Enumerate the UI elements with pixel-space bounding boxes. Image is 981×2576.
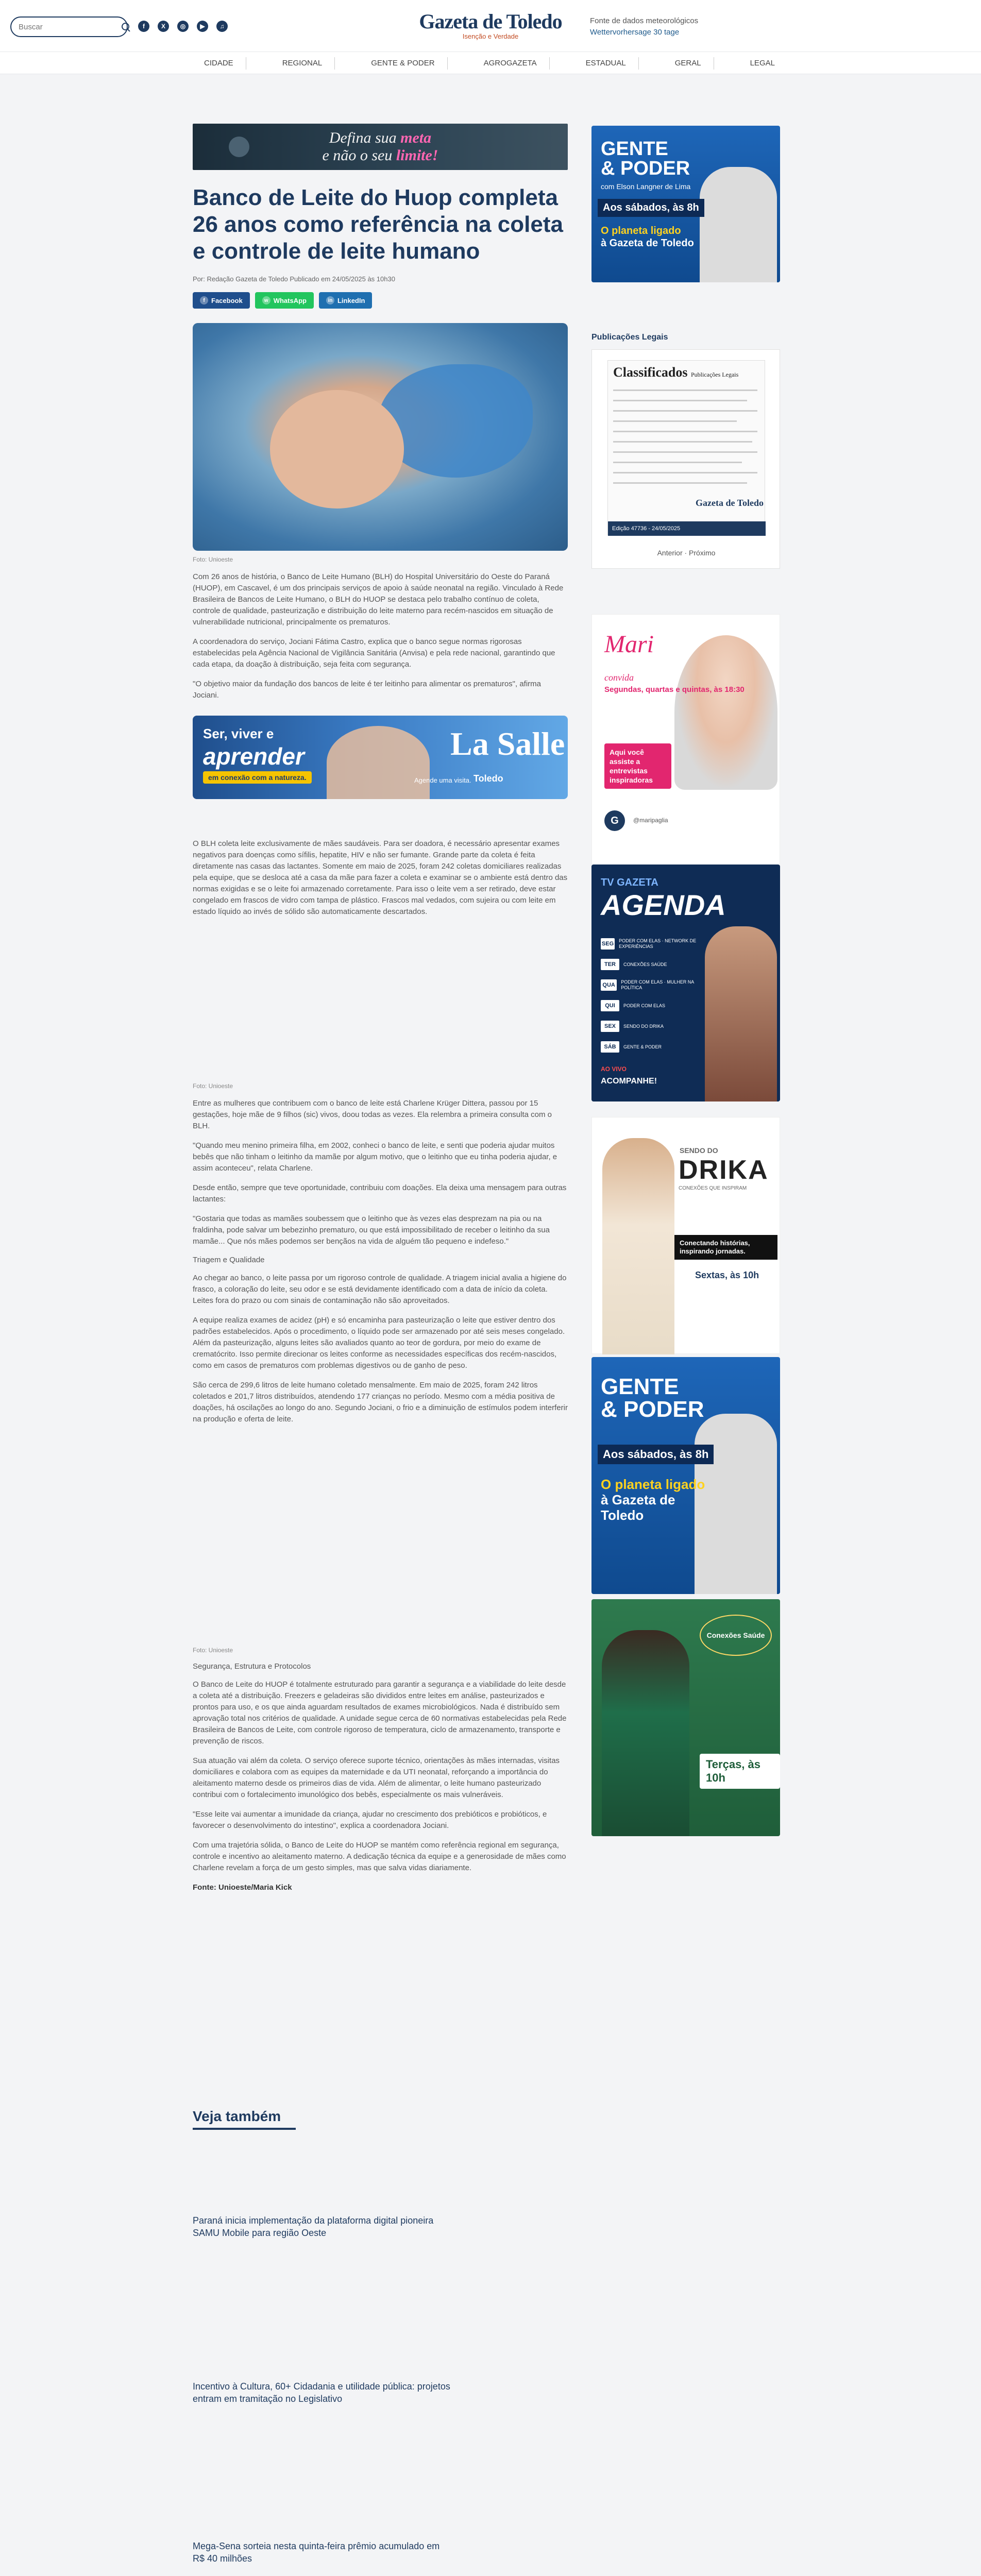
weather-source: Fonte de dados meteorológicos [590, 16, 699, 25]
whatsapp-icon: w [262, 296, 270, 304]
nav-legal[interactable]: LEGAL [750, 59, 775, 67]
article-paragraph: Ao chegar ao banco, o leite passa por um rigoroso controle de qualidade. A triagem inicial avalia a higiene do frasco, a coloração do leite, seu odor e se está devidamente identificado com a data de início da coleta. Leites fora do prazo ou com sinais de contaminação não são aproveitados. [193, 1274, 567, 1305]
article-paragraph: Com uma trajetória sólida, o Banco de Leite do HUOP se mantém como referência regional em segurança, controle e incentivo ao aleitamento materno. A dedicação técnica da equipe e a generosidade de mães como Charlene revelam a força de um gesto simples, mas que salva vidas diariamente. [193, 1841, 566, 1872]
article-paragraph: Sua atuação vai além da coleta. O serviço oferece suporte técnico, orientações às mães internadas, visitas domiciliares e colabora com as equipes da maternidade e da UTI neonatal, reforçando a importância do aleitamento materno desde os primeiros dias de vida. Além de alimentar, o leite humano pasteurizado contribui com o fortalecimento imunológico dos bebês, especialmente os mais vulneráveis. [193, 1756, 560, 1799]
presenter-photo [705, 926, 777, 1101]
nav-estadual[interactable]: ESTADUAL [573, 57, 639, 70]
search-box[interactable] [10, 16, 128, 37]
search-input[interactable] [19, 23, 121, 31]
article-paragraph: Desde então, sempre que teve oportunidade, contribuiu com doações. Ela deixa uma mensagem para outras lactantes: [193, 1183, 567, 1204]
article-column [193, 124, 568, 1893]
presenter-photo [695, 1414, 777, 1594]
facebook-icon: f [200, 296, 208, 304]
article-paragraph: O Banco de Leite do HUOP é totalmente estruturado para garantir a segurança e a viabilidade do leite desde a coleta até a distribuição. Freezers e geladeiras são divididos entre leites em análise, pasteurizados e prontos para uso, e os que ainda aguardam resultados de exames microbiológicos. Nada é distribuído sem aprovação total nos critérios de qualidade. A unidade segue cerca de 60 normativas estabelecidas pela Rede Brasileira de Bancos de Leite, com controle rigoroso de temperatura, ciclo de armazenamento, transporte e prevenção de riscos. [193, 1680, 567, 1745]
share-linkedin-button[interactable]: in LinkedIn [319, 292, 372, 309]
youtube-icon[interactable]: ▶ [197, 21, 208, 32]
legal-publications-nav[interactable]: Anterior · Próximo [657, 549, 716, 557]
nav-regional[interactable]: REGIONAL [270, 57, 335, 70]
nav-cidade[interactable]: CIDADE [192, 57, 246, 70]
share-buttons [193, 292, 568, 309]
ad-gente-poder[interactable]: GENTE & PODER com Elson Langner de Lima Aos sábados, às 8h O planeta ligado à Gazeta de Toledo [591, 126, 780, 282]
main-nav [0, 52, 981, 74]
article-paragraph: São cerca de 299,6 litros de leite humano coletado mensalmente. Em maio de 2025, foram 242 litros coletados e 201,7 litros distribuídos, atendendo 177 crianças no período. Mesmo com a média positiva de doações, há oscilações ao longo do ano. Segundo Jociani, o frio e a diminuição de estímulos podem interferir na produção e oferta de leite. [193, 1381, 568, 1423]
ad-banner-text: Defina sua meta e não o seu limite! [322, 129, 438, 164]
article-paragraph: Entre as mulheres que contribuem com o banco de leite está Charlene Krüger Dittera, passou por 15 gestações, hoje mãe de 9 filhos (sic) vivos, doou todas as vezes. Ela relembra a primeira consulta com o BLH. [193, 1099, 552, 1130]
nav-gente-poder[interactable]: GENTE & PODER [359, 57, 447, 70]
photo-caption: Foto: Unioeste [193, 1647, 233, 1654]
related-item-title[interactable]: Mega-Sena sorteia nesta quinta-feira prêmio acumulado em R$ 40 milhões [193, 2541, 440, 2564]
article-source: Fonte: Unioeste/Maria Kick [193, 1883, 292, 1892]
gazeta-logo-icon: G [604, 810, 625, 831]
logo-name: Gazeta de Toledo [419, 10, 562, 33]
related-item[interactable] [193, 2380, 568, 2405]
spotify-icon[interactable]: ♫ [216, 21, 228, 32]
article-subheading: Segurança, Estrutura e Protocolos [193, 1662, 311, 1671]
weather-widget[interactable] [590, 15, 698, 38]
article-paragraph: O BLH coleta leite exclusivamente de mães saudáveis. Para ser doadora, é necessário apresentar exames negativos para doenças como sífilis, hepatite, HIV e não ser fumante. Grande parte da coleta é feita diretamente nas casas das lactantes. Somente em maio de 2025, foram 242 coletas domiciliares realizadas pela equipe, que se desloca até a casa da mãe para fazer a coleta e examinar se o ambiente está dentro das normas exigidas e se o leite foi armazenado corretamente. Para isso o leite vem a ser retirado, deve estar congelado em frascos de vidro com tampa de plástico. Frascos mal vedados, com sujeira ou com leite em estado líquido ao invés de sólido são automaticamente descartados. [193, 839, 568, 916]
linkedin-icon: in [326, 296, 334, 304]
ad-lasalle[interactable]: Ser, viver e aprender em conexão com a natureza. La Salle Toledo Agende uma visita. [193, 716, 568, 799]
article-paragraph: A coordenadora do serviço, Jociani Fátima Castro, explica que o banco segue normas rigorosas estabelecidas pela Agência Nacional de Vigilância Sanitária (Anvisa) e pela rede nacional, garantindo que cada etapa, da doação à distribuição, seja feita com segurança. [193, 637, 555, 669]
legal-publications [591, 333, 780, 569]
related-section-title: Veja também [193, 2108, 281, 2124]
logo-tagline: Isenção e Verdade [462, 32, 519, 40]
legal-publications-viewer[interactable] [591, 349, 780, 569]
ad-mari-convida[interactable]: Mari convida Segundas, quartas e quintas, às 18:30 Aqui você assiste a entrevistas inspiradoras G @maripaglia [591, 614, 780, 866]
presenter-photo [674, 635, 777, 790]
article-photo [193, 323, 568, 551]
instagram-icon[interactable]: ◎ [177, 21, 189, 32]
nav-geral[interactable]: GERAL [663, 57, 714, 70]
related-item[interactable] [193, 2540, 568, 2565]
classificados-page[interactable]: Classificados Publicações Legais Gazeta de Toledo Edição 47736 - 24/05/2025 [607, 360, 765, 535]
ad-decoration-icon [229, 137, 249, 157]
related-title-underline [193, 2128, 296, 2130]
legal-publications-title: Publicações Legais [591, 333, 668, 342]
share-facebook-button[interactable]: f Facebook [193, 292, 250, 309]
presenter-photo [700, 167, 777, 282]
ad-tv-agenda[interactable]: TV GAZETA AGENDA SEG PODER COM ELAS · NETWORK DE EXPERIÊNCIAS TER CONEXÕES SAÚDE QUA PODER COM ELAS · MULHER NA POLÍTICA QUI PODER COM ELAS SEX SENDO DO DRIKA SÁB GENTE & PODER AO VIVO ACOMPANHE! [591, 865, 780, 1101]
site-header [0, 0, 981, 52]
related-item-title[interactable]: Incentivo à Cultura, 60+ Cidadania e utilidade pública: projetos entram em tramitação no Legislativo [193, 2381, 450, 2404]
nav-agrogazeta[interactable]: AGROGAZETA [471, 57, 550, 70]
article-paragraph: "Quando meu menino primeira filha, em 2002, conheci o banco de leite, e senti que poderia ajudar muitos bebês que não tinham o leitinho da mamãe por algum motivo, que o leitinho que eu tinha poderia ajudar, e assim aconteceu", relata Charlene. [193, 1141, 557, 1173]
article-paragraph: "O objetivo maior da fundação dos bancos de leite é ter leitinho para alimentar os prematuros", afirma Jociani. [193, 680, 542, 700]
article-paragraph: Com 26 anos de história, o Banco de Leite Humano (BLH) do Hospital Universitário do Oeste do Paraná (HUOP), em Cascavel, é um dos principais serviços de apoio à saúde neonatal na região. Vinculado à Rede Brasileira de Bancos de Leite Humano, o BLH do HUOP se destaca pelo trabalho contínuo de coleta, controle de qualidade, pasteurização e distribuição do leite materno para recém-nascidos em situação de vulnerabilidade nutricional, principalmente os prematuros. [193, 572, 564, 626]
facebook-icon[interactable]: f [138, 21, 149, 32]
article-paragraph: "Gostaria que todas as mamães soubessem que o leitinho que às vezes elas desprezam na pia ou na fraldinha, pode salvar um bebezinho prematuro, ou que está impossibilitado de receber o leitinho da sua mamãe... Que nós mães podemos ser bençãos na vida de alguém tão pequeno e indefeso." [193, 1214, 550, 1246]
presenter-photo [602, 1630, 689, 1836]
x-twitter-icon[interactable]: X [158, 21, 169, 32]
ad-gente-poder-2[interactable]: GENTE & PODER Aos sábados, às 8h O planeta ligado à Gazeta de Toledo [591, 1357, 780, 1594]
ad-sendo-do-drika[interactable]: SENDO DO DRIKA CONEXÕES QUE INSPIRAM Conectando histórias, inspirando jornadas. Sextas, às 10h [591, 1117, 780, 1354]
presenter-photo [602, 1138, 674, 1354]
weather-link[interactable]: Wettervorhersage 30 tage [590, 28, 680, 37]
related-item[interactable] [193, 2214, 568, 2239]
photo-caption: Foto: Unioeste [193, 1082, 233, 1090]
related-item-title[interactable]: Paraná inicia implementação da plataforma digital pioneira SAMU Mobile para região Oeste [193, 2215, 434, 2238]
share-whatsapp-button[interactable]: w WhatsApp [255, 292, 314, 309]
article-paragraph: A equipe realiza exames de acidez (pH) e só encaminha para pasteurização o leite que estiver dentro dos padrões estabelecidos. Após o procedimento, o líquido pode ser armazenado por até seis meses congelado. Além da pasteurização, alguns leites são avaliados quanto ao teor de gordura, por meio do exame de crematócrito. Isso permite direcionar os leites conforme as necessidades específicas dos recém-nascidos, como em casos de prematuros com problemas digestivos ou de ganho de peso. [193, 1316, 565, 1370]
article-title: Banco de Leite do Huop completa 26 anos como referência na coleta e controle de leite humano [193, 185, 563, 264]
article-subheading: Triagem e Qualidade [193, 1256, 265, 1264]
ad-conexoes-saude[interactable]: Conexões Saúde Terças, às 10h [591, 1599, 780, 1836]
article-paragraph: "Esse leite vai aumentar a imunidade da criança, ajudar no crescimento dos prebióticos e probióticos, e favorecer o desenvolvimento do intestino", explica a coordenadora Jociani. [193, 1810, 547, 1830]
social-links [138, 21, 228, 32]
ad-banner-top[interactable] [193, 124, 568, 170]
site-logo[interactable] [408, 9, 573, 40]
article-byline: Por: Redação Gazeta de Toledo Publicado em 24/05/2025 às 10h30 [193, 275, 395, 283]
photo-caption: Foto: Unioeste [193, 556, 233, 563]
